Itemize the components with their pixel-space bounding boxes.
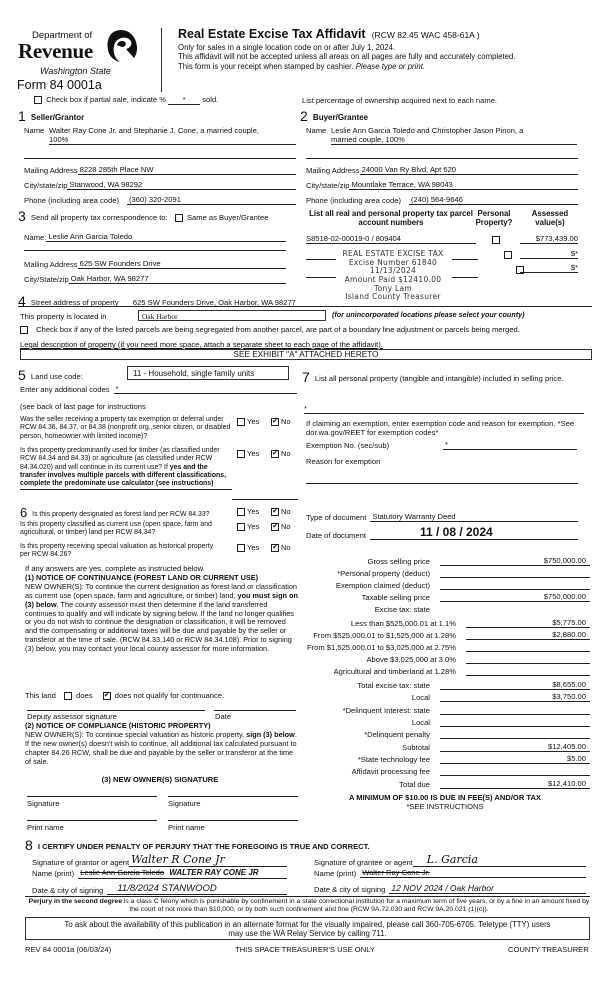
notice-compliance [25,722,299,766]
parcel-personal-checkbox[interactable] [504,251,512,259]
timber-question [20,447,232,490]
buyer-phone-label: Phone (including area code) [306,196,401,205]
tax-row-value[interactable]: $12,405.00 [440,742,590,752]
footer-county-treasurer: COUNTY TREASURER [508,945,589,954]
no-label: No [281,449,291,458]
seller-heading-label: Seller/Grantor [30,113,85,122]
notice2-bold: sign (3) below [246,729,295,739]
buyer-mailing-row [306,165,578,175]
tax-row [300,752,590,764]
current-use-no [271,522,291,531]
forest-yes-checkbox[interactable] [237,508,245,516]
agency-state: Washington State [40,66,111,76]
see-instructions: *SEE INSTRUCTIONS [406,802,484,811]
deputy-date-field[interactable] [214,710,296,711]
accessibility-notice: To ask about the availability of this publication in an alternate format for the visually impaired, please call 360-705-6705. Teletype (TTY) users may use the WA Relay Service by calling 711. [25,917,590,940]
section-number: 1 [18,108,26,124]
tax-row-label: *State technology fee [357,754,430,764]
parcel-personal-checkbox[interactable] [492,236,500,244]
perjury-bold: Perjury in the second degree [28,898,122,905]
seller-mailing-field[interactable]: 8228 285th Place NW [78,165,296,175]
forest-no-checkbox[interactable] [271,508,279,516]
tax-row-value[interactable]: $750,000.00 [440,592,590,602]
property-street-field[interactable]: 625 SW Founders Drive, Oak Harbor, WA 98277 [132,298,296,307]
buyer-heading [300,108,368,125]
correspondence-city-row [24,274,286,284]
agency-name: Revenue [18,39,93,63]
tax-row-label: Affidavit processing fee [351,766,430,776]
tax-row-label: Taxable selling price [361,592,430,602]
notice2-text-a: NEW OWNER(S): To continue special valuation as historic property, [25,729,245,739]
segregated-label: Check box if any of the listed parcels are being segregated from another parcel, are part of a boundary line adjustment or parcels being merged. [36,325,520,334]
seller-name-label: Name [24,126,45,135]
tax-row-value[interactable]: $8,655.00 [440,680,590,690]
grantee-name-row [314,868,586,878]
seller-heading [18,108,84,125]
no-label: No [281,507,291,516]
grantor-name-struck: Leslie Ann Garcia Toledo [80,868,165,877]
historic-no [271,543,291,552]
date-city-label: Date & city of signing [32,886,104,896]
property-street-label: Street address of property [30,298,119,307]
tax-row-label: Local [411,692,430,702]
buyer-mailing-field[interactable]: 24000 Van Ry Blvd, Apt 620 [360,165,578,175]
tax-row-label: Less than $525,000.01 at 1.1% [350,618,456,628]
tax-row [300,640,590,652]
grantee-date-row [314,883,586,894]
grantee-signature-label: Signature of grantee or agent [314,858,413,868]
notice1-text-b: . The county assessor must then determine if the land transferred continues to qualify and will indicate by signing below. If the land no longer qualifies or you do not wish to continue the designation or classification, it will be removed and the compensating or additional taxes will be due and payable by the seller or transferor at the time of sale. (RCW 84.33.140 or RCW 84.34.108). Prior to signing (3) below, you may contact your local county assessor for more information. [25,599,294,654]
current-use-yes-checkbox[interactable] [237,523,245,531]
personal-property-field[interactable]: * [304,404,584,414]
does-label: does [76,691,93,700]
new-owner-signature-2[interactable] [168,796,298,797]
tax-row-label: Gross selling price [367,556,430,566]
section-number: 6 [20,505,28,520]
tax-row-value[interactable] [466,675,590,676]
form-number: Form 84 0001a [17,78,102,92]
timber-yes [237,449,259,458]
seller-phone-row [24,195,296,205]
parcel-col1-header: List all real and personal property tax parcel account numbers [309,209,473,228]
tax-row-value[interactable] [440,738,590,739]
personal-property-label [302,369,580,386]
parcel-value-field[interactable]: $* [520,249,578,259]
tax-row-label: Local [411,717,430,727]
footer-rev: REV 84 0001a (06/03/24) [25,945,112,954]
header-sub1: Only for sales in a single location code on or after July 1, 2024. [178,43,396,52]
property-located-select[interactable]: Oak Harbor [138,310,326,321]
additional-codes-label: Enter any additional codes [20,385,110,394]
tax-row [300,777,590,789]
same-as-buyer-label: Same as Buyer/Grantee [186,213,269,222]
tax-row-label: From $525,000.01 to $1,525,000 at 1.28% [313,630,456,640]
tax-row [300,616,590,628]
tax-row [300,703,590,715]
does-not-qualify-checkbox[interactable] [103,692,111,700]
grantor-signature-field[interactable]: Walter R Cone Jr [129,853,287,867]
tax-row [300,678,590,690]
tax-row [300,715,590,727]
land-use-heading [18,367,83,384]
historic-no-checkbox[interactable] [271,544,279,552]
legal-description-field[interactable]: SEE EXHIBIT "A" ATTACHED HERETO [20,349,592,360]
tax-row-value[interactable]: $750,000.00 [440,556,590,566]
no-label: No [281,522,291,531]
segregated-checkbox[interactable] [20,326,28,334]
no-label: No [281,543,291,552]
grantee-name-struck: Walter Ray Cone Jr. [362,868,430,877]
perjury-notice [25,898,593,914]
name-print-label: Name (print) [32,869,75,879]
tax-row [300,628,590,640]
tax-row [300,740,590,752]
current-use-no-checkbox[interactable] [271,523,279,531]
timber-question-bold: yes and the transfer involves multiple parcels with different classifications, complete the predominate use calculator (see instructions) [20,463,227,488]
deputy-date-label: Date [215,712,232,721]
buyer-city-row [306,180,578,190]
buyer-heading-label: Buyer/Grantee [312,113,369,122]
section-number: 5 [18,367,26,383]
new-owner-print-2[interactable] [168,820,298,821]
section5-divider [232,499,298,500]
historic-question: Is this property receiving special valuation as historical property per RCW 84.26? [20,543,214,559]
seller-name-line2[interactable]: 100% [49,135,296,145]
buyer-name-line2[interactable]: married couple, 100% [331,135,577,145]
buyer-phone-row [306,195,578,205]
tax-row-label: *Delinquent Interest: state [342,705,430,715]
section-number: 3 [18,208,26,224]
notice1-bold: you must sign on (3) below [25,590,298,609]
certification-text: I CERTIFY UNDER PENALTY OF PERJURY THAT THE FOREGOING IS TRUE AND CORRECT. [37,842,370,851]
form-title-ref: (RCW 82.45 WAC 458-61A ) [371,30,480,40]
stamp-line5: Tony Lam [374,283,412,293]
tax-row-label: Total excise tax: state [357,680,430,690]
land-use-label: Land use code: [30,372,83,381]
section-number: 8 [25,837,33,853]
partial-sale-percent[interactable]: * [168,95,200,105]
grantor-name-field[interactable] [78,868,287,879]
doc-type-row [306,512,578,522]
doc-date-field[interactable]: 11 / 08 / 2024 [370,525,578,540]
stamp-line2: Excise Number 61840 [348,257,438,267]
correspondence-blank[interactable] [24,243,286,251]
stamp-line4: Amount Paid $12410.00 [344,274,442,284]
tax-row [300,566,590,578]
grantor-name-row [32,868,287,879]
exemption-no-checkbox[interactable] [271,418,279,426]
timber-question-text: Is this property predominantly used for timber (as classified under RCW 84.34 and 84.33) or agriculture (as classified under RCW 84.34.020) and will continue in its current use? If [20,447,220,471]
notice1-text-a: NEW OWNER(S): To continue the current designation as forest land or classification as current use (open space, farm and agriculture, or timber) land, [25,581,297,600]
additional-codes-row [20,384,297,394]
timber-yes-checkbox[interactable] [237,450,245,458]
yes-label: Yes [247,417,260,426]
tax-row-label: Agricultural and timberland at 1.28% [333,666,456,676]
footer-treasurer-space: THIS SPACE TREASURER'S USE ONLY [235,945,375,954]
parcel-value-field[interactable]: $* [520,263,578,273]
parcel-col2-header: Personal Property? [475,209,513,228]
seller-mailing-row [24,165,296,175]
perjury-divider [25,896,590,897]
forest-question-text: Is this property designated as forest land per RCW 84.33? [32,511,210,518]
current-use-yes [237,522,259,531]
tax-row [300,578,590,590]
current-use-question: Is this property classified as current use (open space, farm and agricultural, or timber) land per RCW 84.34? [20,521,212,537]
yes-label: Yes [247,449,260,458]
correspondence-mailing-field[interactable]: 625 SW Founders Drive [78,259,286,269]
buyer-name-line1[interactable]: Leslie Ann Garcia Toledo and Christopher Jason Pinon, a [331,126,524,135]
tax-row-value[interactable]: $3,750.00 [440,692,590,702]
agency-line1: Department of [32,30,93,41]
form-title: Real Estate Excise Tax Affidavit [178,27,366,41]
seller-city-row [24,180,296,190]
seller-phone-field[interactable]: (360) 320-2091 [127,195,296,205]
timber-no [271,449,291,458]
exemption-note: If claiming an exemption, enter exemption code and reason for exemption. *See dor.wa.gov/REET for exemption codes* [306,419,575,438]
tax-row-label: Excise tax: state [374,604,430,614]
doc-type-label: Type of document [306,513,367,522]
tax-row-value[interactable]: $2,880.00 [466,630,590,640]
correspondence-city-field[interactable]: Oak Harbor, WA 98277 [69,274,286,284]
buyer-name-blank[interactable] [306,149,578,159]
does-qualify-checkbox[interactable] [64,692,72,700]
deputy-signature-label: Deputy assessor signature [27,712,117,721]
tax-row-label: Exemption claimed (deduct) [335,580,430,590]
tax-row-value[interactable]: $5.00 [440,754,590,764]
additional-codes-field[interactable]: * [114,384,298,394]
tax-row [300,664,590,676]
signature-label: Signature [27,799,60,808]
partial-sale-suffix: sold. [202,95,219,104]
notice-continuance [25,574,299,654]
tax-row [300,690,590,702]
does-not-label: does not qualify for continuance. [114,691,225,700]
seller-mailing-label: Mailing Address [24,166,78,175]
notice2-heading: (2) NOTICE OF COMPLIANCE (HISTORIC PROPERTY) [25,721,211,730]
correspondence-label: Send all property tax correspondence to: [30,213,168,222]
tax-row-value[interactable] [440,775,590,776]
seller-city-label: City/state/zip [24,181,68,190]
buyer-mailing-label: Mailing Address [306,166,360,175]
exemption-no [271,417,291,426]
yes-label: Yes [247,522,260,531]
tax-row [300,602,590,614]
exemption-question: Was the seller receiving a property tax exemption or deferral under RCW 84.36, 84.37, or 84.38 (nonprofit org.,senior citizen, or disabled person, homeowner with limited income)? [20,416,231,440]
header-divider [161,28,162,92]
tax-row [300,554,590,566]
correspondence-mailing-row [24,259,286,269]
perjury-text: is a class C felony which is punishable by confinement in a state correctional institution for a maximum term of five years, or by a fine in an amount fixed by the court of not more than $10,000, or by both such confinement and fine (RCW 9A.72.030 and RCW 9A.20.021 (1)(c)). [121,898,590,914]
stamp-line6: Island County Treasurer [345,292,441,302]
personal-property-text: List all personal property (tangible and intangible) included in selling price. [314,374,564,383]
historic-yes-checkbox[interactable] [237,544,245,552]
if-yes-note: If any answers are yes, complete as instructed below. [25,564,205,573]
exemption-yes-checkbox[interactable] [237,418,245,426]
historic-yes [237,543,259,552]
notice3-heading: (3) NEW OWNER(S) SIGNATURE [101,775,219,784]
grantee-date-city-field[interactable]: 12 NOV 2024 / Oak Harbor [389,883,586,894]
doc-date-label: Date of document [306,531,366,541]
legal-description-label: Legal description of property (if you need more space, attach a separate sheet to each page of the affidavit). [20,340,383,349]
stamp-line3: 11/13/2024 [369,266,417,276]
exemption-reason-field[interactable] [306,483,578,484]
buyer-name-label: Name [306,126,327,135]
buyer-city-label: City/state/zip [306,181,350,190]
tax-row-label: Above $3,025,000 at 3.0% [366,654,456,664]
correspondence-name-row [24,232,286,242]
doc-type-field[interactable]: Statutory Warranty Deed [370,512,578,522]
header-text [178,27,598,71]
notice2-text-b: . If the new owner(s) doesn't wish to continue, all additional tax calculated pursuant to chapter 84.26 RCW, shall be due and payable by the seller or transferor at the time of sale. [25,729,297,766]
tax-row-label: *Personal property (deduct) [337,568,430,578]
ownership-note: List percentage of ownership acquired next to each name. [302,96,498,105]
tax-row-label: Subtotal [402,742,430,752]
deputy-signature-field[interactable] [27,710,205,711]
segregated-row [20,325,520,334]
parcel-value-field[interactable]: $773,439.00 [520,234,578,244]
buyer-phone-field[interactable]: (240) 564-9646 [409,195,578,205]
tax-row [300,652,590,664]
name-print-label: Name (print) [314,869,357,878]
dor-logo [18,30,138,80]
grantor-date-row [32,883,287,895]
no-label: No [281,417,291,426]
grantor-signature-label: Signature of grantor or agent [32,858,130,868]
exemption-no-field[interactable]: * [443,440,577,450]
seller-city-field[interactable]: Stanwood, WA 98292 [67,180,296,190]
correspondence-heading [18,208,268,225]
seller-name-line1[interactable]: Walter Ray Cone Jr. and Stephanie J. Cone, a married couple, [49,126,259,135]
grantee-signature-row [314,853,586,867]
timber-no-checkbox[interactable] [271,450,279,458]
section-number: 7 [302,369,310,385]
yes-label: Yes [247,507,260,516]
exemption-yes [237,417,259,426]
grantee-signature-field[interactable]: L. Garcia [413,853,586,867]
section-number: 2 [300,108,308,124]
yes-label: Yes [247,543,260,552]
notice1-heading: (1) NOTICE OF CONTINUANCE (FOREST LAND OR CURRENT USE) [25,573,259,582]
continuance-row [25,691,224,700]
property-located-label: This property is located in [20,312,107,321]
partial-sale-label: Check box if partial sale, indicate % [46,95,166,104]
parcel-number-field[interactable]: S8518-02-00019-0 / 809404 [306,234,476,244]
header-sub2: This affidavit will not be accepted unless all areas on all pages are fully and accurately completed. [178,52,516,62]
grantor-signature-row [32,853,287,867]
new-owner-print-1[interactable] [27,820,157,821]
correspondence-mailing-label: Mailing Address [24,260,78,269]
header-sub3: This form is your receipt when stamped by cashier. [178,61,354,71]
land-use-select[interactable]: 11 - Household, single family units [127,366,289,380]
doc-date-row [306,525,578,540]
seller-phone-label: Phone (including area code) [24,196,119,205]
exemption-no-label: Exemption No. (sec/sub) [306,441,390,450]
minimum-note: A MINIMUM OF $10.00 IS DUE IN FEE(S) AND/OR TAX [348,793,542,802]
tax-row [300,727,590,739]
new-owner-signature-1[interactable] [27,796,157,797]
header-sub3-italic: Please type or print. [355,61,426,71]
section-number: 4 [18,293,26,309]
tax-row-value[interactable]: $12,410.00 [440,779,590,789]
date-city-label: Date & city of signing [314,885,386,895]
tax-row [300,764,590,776]
seller-name-blank[interactable] [24,149,296,159]
forest-question [20,505,232,521]
correspondence-city-label: City/State/zip [24,275,69,284]
tax-row-label: *Delinquent penalty [364,729,430,739]
forest-yes [237,507,259,516]
stamp-line1: REAL ESTATE EXCISE TAX [342,249,444,258]
grantor-name-handwritten: WALTER RAY CONE JR [169,868,259,877]
signature-label: Signature [168,799,201,808]
tax-row-label: From $1,525,000.01 to $3,025,000 at 2.75% [306,642,456,652]
buyer-city-field[interactable]: Mountlake Terrace, WA 98043 [349,180,578,190]
forest-no [271,507,291,516]
exemption-reason-label: Reason for exemption [306,457,381,466]
partial-sale-row [34,95,218,105]
revenue-logo-icon [104,28,138,64]
grantee-name-field[interactable] [360,868,586,878]
partial-sale-checkbox[interactable] [34,96,42,104]
property-street-row [18,293,592,307]
grantor-date-city-field[interactable]: 11/8/2024 STANWOOD [107,883,287,895]
property-located-note: (for unincorporated locations please select your county) [332,310,525,319]
this-land-label: This land [25,691,56,700]
correspondence-name-label: Name: [24,233,47,242]
tax-row-label: Total due [399,779,430,789]
tax-row-value[interactable]: $5,775.00 [466,618,590,628]
print-name-label: Print name [27,823,64,832]
land-use-instructions: (see back of last page for instructions [20,402,146,411]
same-as-buyer-checkbox[interactable] [175,214,183,222]
print-name-label: Print name [168,823,205,832]
correspondence-name-field[interactable]: Leslie Ann Garcia Toledo [46,232,286,242]
tax-row [300,590,590,602]
certification-heading [25,837,370,854]
parcel-col3-header: Assessed value(s) [531,209,569,228]
